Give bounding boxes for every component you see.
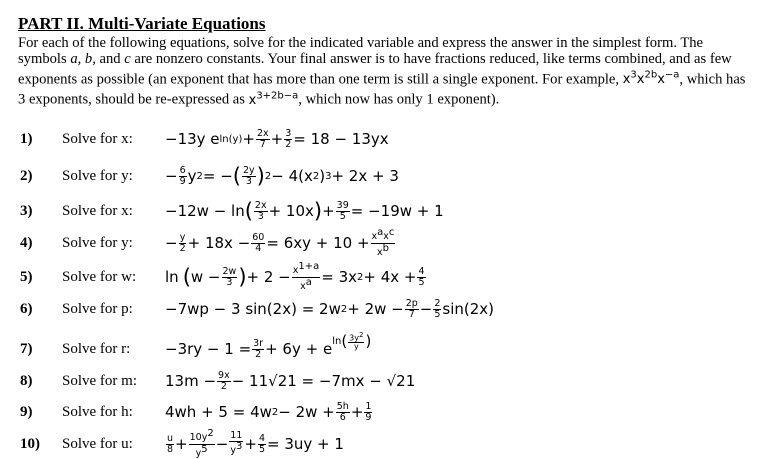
problem-number: 2)	[20, 168, 33, 184]
problem-instruction: Solve for h:	[62, 404, 133, 420]
problem-9	[0, 397, 759, 427]
section-heading: PART II. Multi-Variate Equations	[18, 14, 266, 33]
example-simplified: $x^{3+2b-a}$	[248, 90, 299, 108]
problem-number: 4)	[20, 235, 33, 251]
problem-4	[0, 228, 759, 258]
problem-7	[0, 330, 759, 364]
problem-instruction: Solve for x:	[62, 203, 133, 219]
problem-instruction: Solve for u:	[62, 436, 133, 452]
equation: − $\frac{y}{2}$ + 18x − $\frac{60}{4}$ = 6xy + 10 + $\frac{x^ax^c}{x^b}$	[165, 227, 395, 258]
equation: − $\frac{6}{9}$ y 2 = − ( $\frac{2y}{3}$ ) 2 − 4(x 2 ) 3 + 2x + 3	[165, 164, 399, 188]
equation: 4wh + 5 = 4w 2 − 2w + $\frac{5h}{6}$ + $\frac{1}{9}$	[165, 400, 372, 423]
equation: −3ry − 1 = $\frac{3r}{2}$ + 6y + e ln ( $\frac{3y^2}{y}$ )	[165, 330, 372, 360]
problem-instruction: Solve for m:	[62, 373, 137, 389]
problem-number: 9)	[20, 404, 33, 420]
problem-number: 3)	[20, 203, 33, 219]
problem-10	[0, 429, 759, 459]
problem-instruction: Solve for p:	[62, 301, 133, 317]
problem-instruction: Solve for x:	[62, 131, 133, 147]
problem-instruction: Solve for r:	[62, 341, 131, 357]
equation: −7wp − 3 sin(2x) = 2w 2 + 2w − $\frac{2p}{7}$ − $\frac{2}{5}$ sin(2x)	[165, 297, 495, 320]
problem-number: 6)	[20, 301, 33, 317]
problem-3	[0, 196, 759, 226]
equation: −13y e ln(y) + $\frac{2x}{7}$ + $\frac{3}{2}$ = 18 − 13yx	[165, 127, 389, 150]
problem-2	[0, 161, 759, 191]
problem-instruction: Solve for w:	[62, 269, 137, 285]
instructions-paragraph: For each of the following equations, solve for the indicated variable and express the answer in the simplest form. The symbols a, b, and c are nonzero constants. Your final answer is to have fractions reduced, like terms combined, and as few exponents as possible (an exponent that has more than one term is still a single exponent. For example, $x^3x^{2b}x^{-a}$, which has 3 exponents, should be re-expressed as $x^{3+2b-a}$, which now has only 1 exponent).	[18, 35, 746, 108]
equation: −12w − ln ( $\frac{2x}{3}$ + 10x ) + $\frac{39}{5}$ = −19w + 1	[165, 199, 444, 223]
problem-6	[0, 294, 759, 324]
equation: $\frac{u}{8}$ + $\frac{10y^2}{y^5}$ − $\frac{11}{y^3}$ + $\frac{4}{5}$ = 3uy + 1	[167, 428, 344, 459]
problem-instruction: Solve for y:	[62, 168, 133, 184]
problem-number: 1)	[20, 131, 33, 147]
equation: 13m − $\frac{9x}{2}$ − 11√21 = −7mx − √21	[165, 369, 416, 392]
example-expression: $x^3x^{2b}x^{-a}$	[622, 69, 680, 87]
equation: ln ( w − $\frac{2w}{3}$ ) + 2 − $\frac{x^{1+a}}{x^a}$ = 3x 2 + 4x + $\frac{4}{5}$	[165, 261, 425, 292]
problem-number: 10)	[20, 436, 40, 452]
problem-instruction: Solve for y:	[62, 235, 133, 251]
problem-number: 5)	[20, 269, 33, 285]
problem-number: 7)	[20, 341, 33, 357]
problem-number: 8)	[20, 373, 33, 389]
problem-5	[0, 262, 759, 292]
problem-1	[0, 124, 759, 154]
problem-8	[0, 366, 759, 396]
